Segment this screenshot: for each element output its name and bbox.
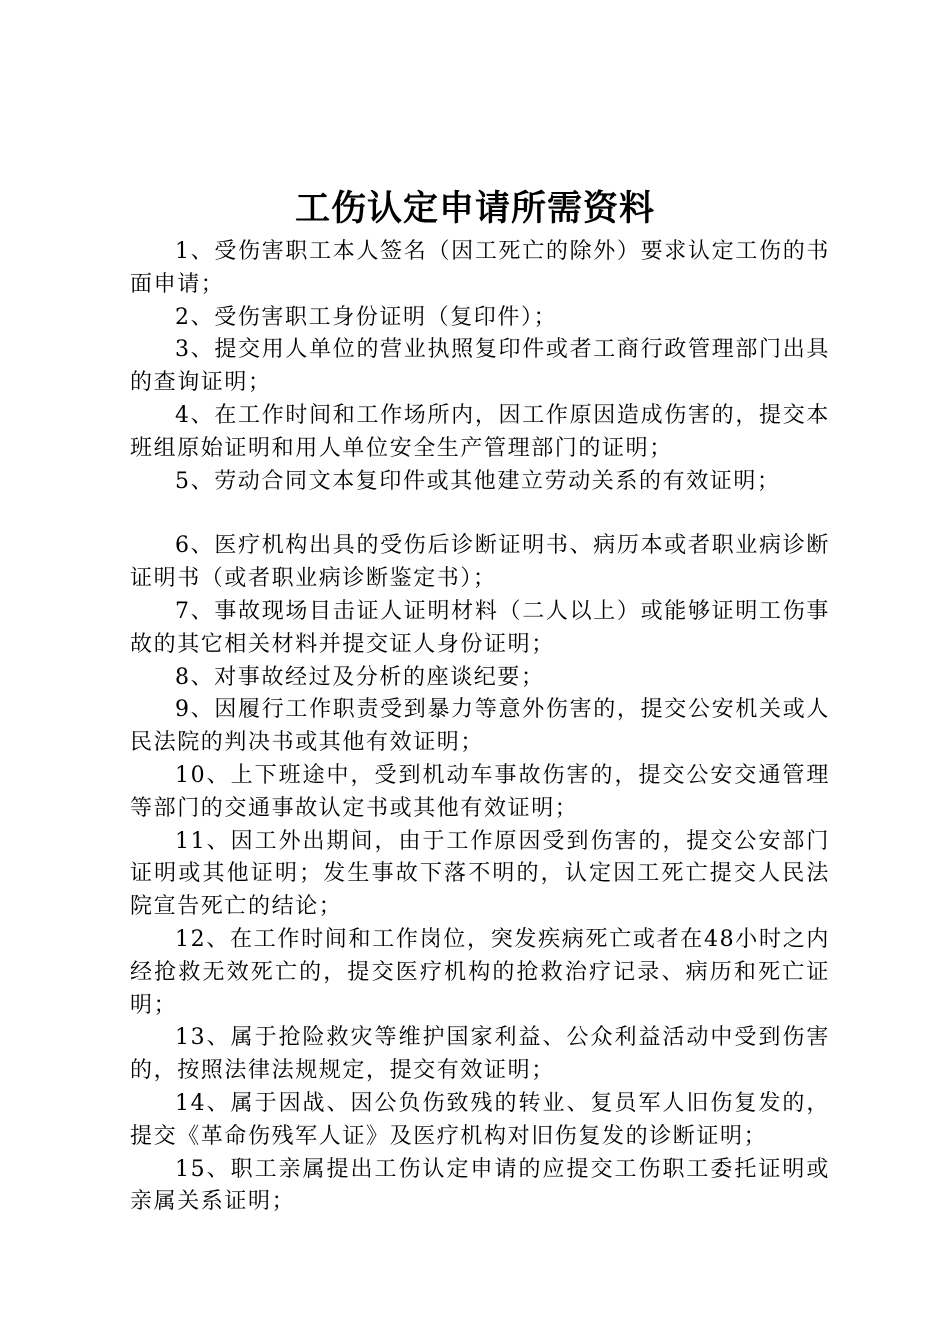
list-item-1: 1、受伤害职工本人签名（因工死亡的除外）要求认定工伤的书面申请； — [130, 239, 830, 297]
list-item-6: 6、医疗机构出具的受伤后诊断证明书、病历本或者职业病诊断证明书（或者职业病诊断鉴定书）； — [130, 533, 830, 592]
list-item-13: 13、属于抢险救灾等维护国家利益、公众利益活动中受到伤害的，按照法律法规规定，提交有效证明； — [130, 1025, 830, 1084]
list-item-7: 7、事故现场目击证人证明材料（二人以上）或能够证明工伤事故的其它相关材料并提交证人身份证明； — [130, 598, 830, 657]
list-item-8: 8、对事故经过及分析的座谈纪要； — [175, 664, 545, 690]
list-item-11: 11、因工外出期间，由于工作原因受到伤害的，提交公安部门证明或其他证明；发生事故下落不明的，认定因工死亡提交人民法院宣告死亡的结论； — [130, 828, 830, 920]
list-item-9: 9、因履行工作职责受到暴力等意外伤害的，提交公安机关或人民法院的判决书或其他有效证明； — [130, 697, 830, 756]
document-title: 工伤认定申请所需资料 — [294, 188, 655, 229]
list-item-2: 2、受伤害职工身份证明（复印件）； — [175, 304, 558, 330]
list-item-14: 14、属于因战、因公负伤致残的转业、复员军人旧伤复发的，提交《革命伤残军人证》及医疗机构对旧伤复发的诊断证明； — [130, 1090, 830, 1149]
list-item-5: 5、劳动合同文本复印件或其他建立劳动关系的有效证明； — [175, 468, 781, 494]
list-item-4: 4、在工作时间和工作场所内，因工作原因造成伤害的，提交本班组原始证明和用人单位安全生产管理部门的证明； — [130, 402, 830, 461]
list-item-3: 3、提交用人单位的营业执照复印件或者工商行政管理部门出具的查询证明； — [130, 337, 830, 396]
list-item-10: 10、上下班途中，受到机动车事故伤害的，提交公安交通管理等部门的交通事故认定书或其他有效证明； — [130, 762, 830, 821]
document-body — [130, 236, 830, 1219]
list-item-15: 15、职工亲属提出工伤认定申请的应提交工伤职工委托证明或亲属关系证明； — [130, 1156, 830, 1215]
list-item-12: 12、在工作时间和工作岗位，突发疾病死亡或者在48小时之内经抢救无效死亡的，提交医疗机构的抢救治疗记录、病历和死亡证明； — [130, 926, 830, 1018]
